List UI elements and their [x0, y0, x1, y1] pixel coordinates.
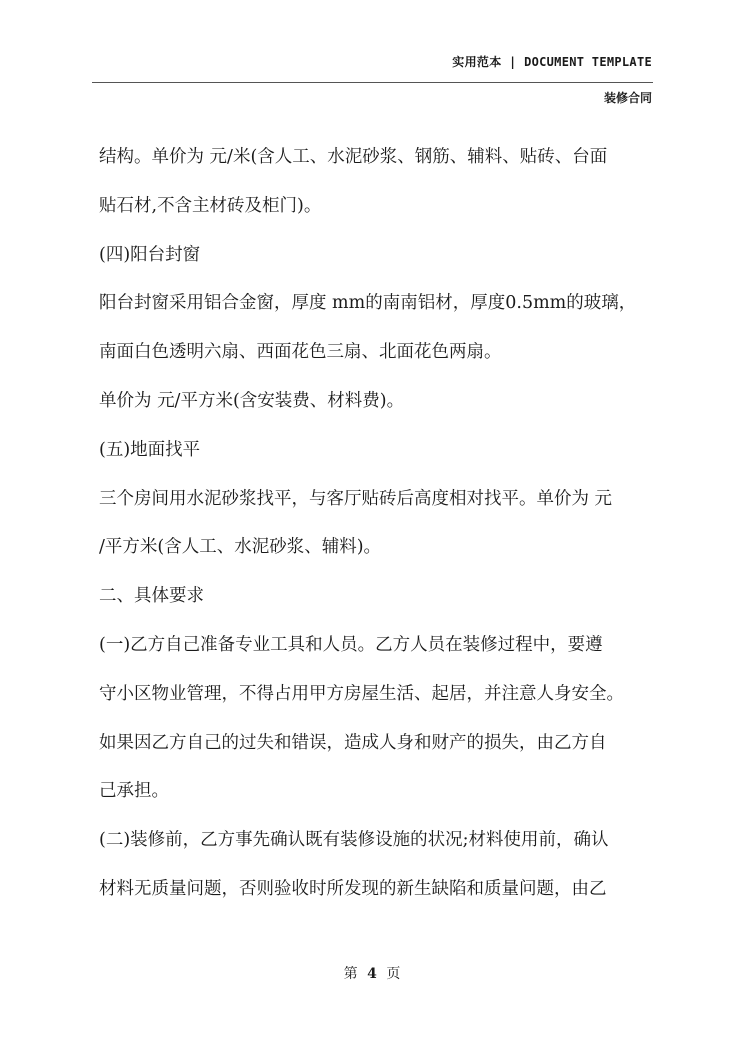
body-line: 阳台封窗采用铝合金窗，厚度 mm的南南铝材，厚度0.5mm的玻璃， [99, 293, 637, 314]
body-line: 守小区物业管理，不得占用甲方房屋生活、起居，并注意人身安全。 [99, 683, 624, 704]
header-subtitle: 装修合同 [603, 91, 652, 105]
body-line: 单价为 元/平方米(含安装费、材料费)。 [99, 390, 405, 411]
page-number: 4 [367, 966, 377, 982]
body-line: (一)乙方自己准备专业工具和人员。乙方人员在装修过程中，要遵 [99, 634, 603, 655]
body-line: 结构。单价为 元/米(含人工、水泥砂浆、钢筋、辅料、贴砖、台面 [99, 147, 608, 167]
body-line: 南面白色透明六扇、西面花色三扇、北面花色两扇。 [99, 342, 502, 363]
body-line: /平方米(含人工、水泥砂浆、辅料)。 [99, 537, 382, 558]
body-line: 如果因乙方自己的过失和错误，造成人身和财产的损失，由乙方自 [99, 732, 607, 753]
body-line: 三个房间用水泥砂浆找平，与客厅贴砖后高度相对找平。单价为 元 [99, 488, 613, 509]
page-suffix: 页 [386, 966, 401, 982]
document-body [99, 139, 659, 920]
body-line: (二)装修前，乙方事先确认既有装修设施的状况;材料使用前，确认 [99, 830, 609, 851]
body-line: 贴石材,不含主材砖及柜门)。 [99, 195, 322, 216]
header-divider [92, 82, 653, 83]
section-heading: 二、具体要求 [99, 586, 204, 607]
body-line: 己承担。 [99, 781, 169, 802]
page-prefix: 第 [343, 966, 358, 982]
body-line: 材料无质量问题，否则验收时所发现的新生缺陷和质量问题，由乙 [99, 878, 607, 899]
section-heading: (五)地面找平 [99, 439, 201, 460]
page-footer [0, 963, 744, 983]
section-heading: (四)阳台封窗 [99, 244, 201, 265]
header-title: 实用范本 | DOCUMENT TEMPLATE [452, 55, 652, 69]
